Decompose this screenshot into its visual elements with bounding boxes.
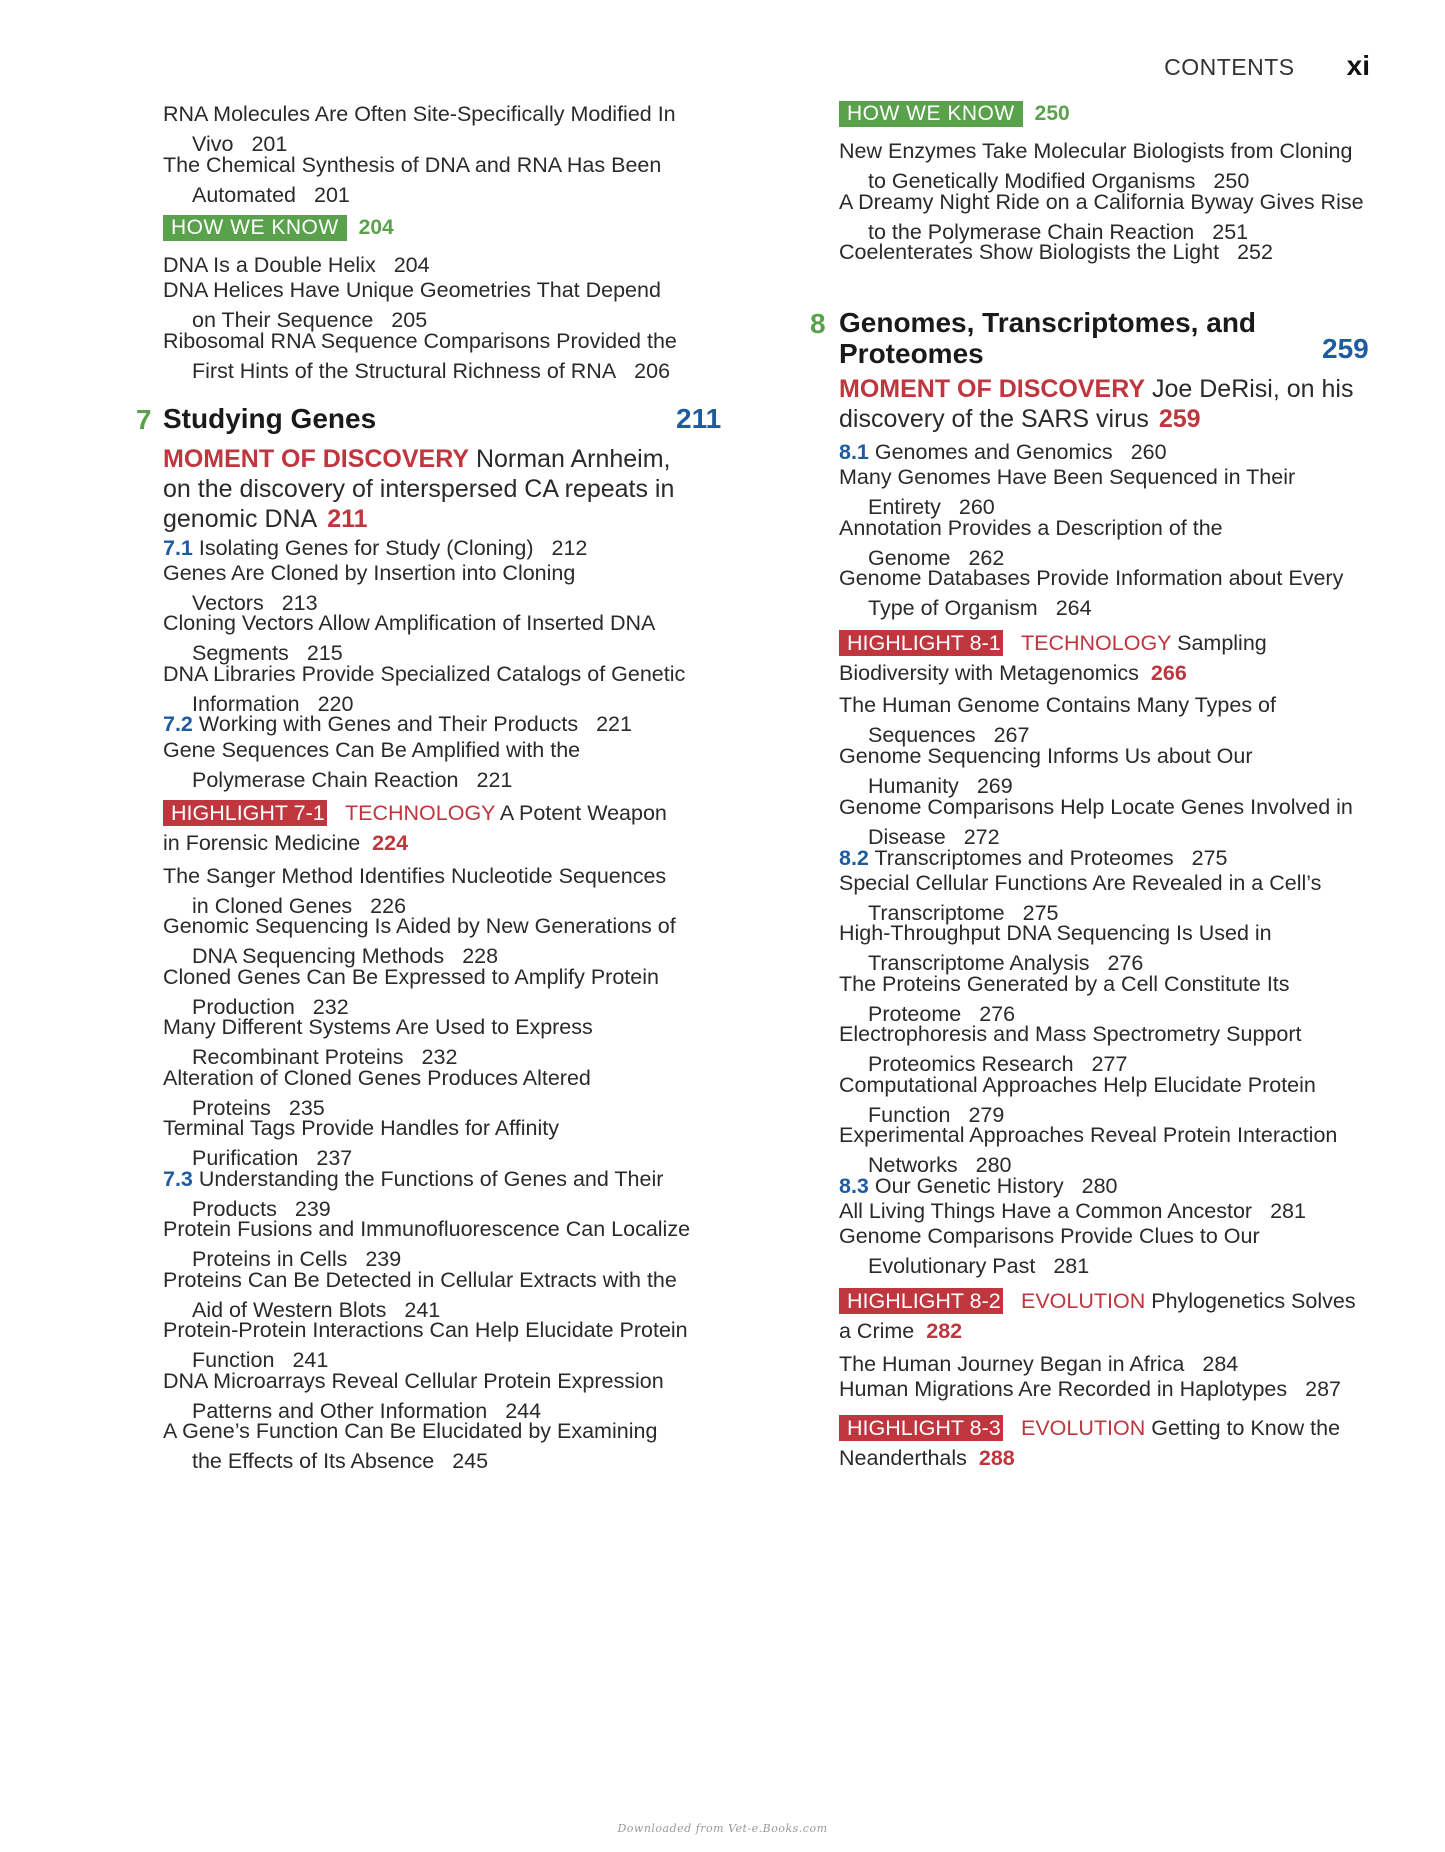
chapter-title[interactable]: Studying Genes xyxy=(163,403,377,434)
page-ref: 221 xyxy=(476,768,513,792)
toc-section[interactable]: 8.1 Genomes and Genomics 260 xyxy=(839,440,1167,464)
how-we-know-tag: HOW WE KNOW xyxy=(163,215,347,241)
page-ref: 276 xyxy=(1107,951,1144,975)
toc-entry[interactable]: Gene Sequences Can Be Amplified with the Polymerase Chain Reaction 221 xyxy=(163,738,581,792)
page-ref: 276 xyxy=(979,1002,1016,1026)
page-ref: 275 xyxy=(1191,846,1228,870)
toc-entry[interactable]: Computational Approaches Help Elucidate Protein Function 279 xyxy=(839,1073,1316,1127)
page-ref: 206 xyxy=(634,359,671,383)
section-number: 7.1 xyxy=(163,536,193,560)
watermark-footer: Downloaded from Vet-e.Books.com xyxy=(617,1822,828,1835)
toc-entry[interactable]: RNA Molecules Are Often Site-Specifically Modified In Vivo 201 xyxy=(163,102,676,156)
toc-entry[interactable]: Annotation Provides a Description of the Genome 262 xyxy=(839,516,1223,570)
page-ref: 221 xyxy=(596,712,632,736)
toc-section[interactable]: 7.1 Isolating Genes for Study (Cloning) 212 xyxy=(163,536,588,560)
page-ref: 266 xyxy=(1150,661,1187,685)
page-ref: 224 xyxy=(372,831,409,855)
toc-entry[interactable]: Alteration of Cloned Genes Produces Altered Proteins 235 xyxy=(163,1066,591,1120)
chapter-number: 8 xyxy=(810,308,826,339)
chapter-page: 259 xyxy=(1322,333,1369,364)
page-ref: 211 xyxy=(327,505,368,533)
toc-entry[interactable]: New Enzymes Take Molecular Biologists from Cloning to Genetically Modified Organisms 250 xyxy=(839,139,1353,193)
page-ref: 284 xyxy=(1202,1352,1239,1376)
toc-entry[interactable]: The Proteins Generated by a Cell Constitute Its Proteome 276 xyxy=(839,972,1290,1026)
page-ref: 205 xyxy=(391,308,428,332)
toc-entry[interactable]: The Sanger Method Identifies Nucleotide Sequences in Cloned Genes 226 xyxy=(163,864,667,918)
page-ref: 245 xyxy=(452,1449,489,1473)
how-we-know-heading[interactable] xyxy=(839,101,1070,127)
highlight-box[interactable]: HIGHLIGHT 7-1 TECHNOLOGY A Potent Weapon in Forensic Medicine 224 xyxy=(163,801,667,855)
section-number: 7.3 xyxy=(163,1167,193,1191)
highlight-category: EVOLUTION xyxy=(1021,1289,1146,1313)
toc-entry[interactable]: A Dreamy Night Ride on a California Byway Gives Rise to the Polymerase Chain Reaction 251 xyxy=(839,190,1364,244)
page-ref: 239 xyxy=(365,1247,402,1271)
toc-entry[interactable]: A Gene’s Function Can Be Elucidated by Examining the Effects of Its Absence 245 xyxy=(163,1419,658,1473)
running-header-title: CONTENTS xyxy=(1164,54,1295,80)
moment-label: MOMENT OF DISCOVERY xyxy=(163,445,470,473)
page-ref: 201 xyxy=(313,183,350,207)
section-number: 8.2 xyxy=(839,846,869,870)
how-we-know-tag: HOW WE KNOW xyxy=(839,101,1023,127)
section-number: 7.2 xyxy=(163,712,193,736)
toc-entry[interactable]: Cloning Vectors Allow Amplification of Inserted DNA Segments 215 xyxy=(163,611,656,665)
toc-entry[interactable]: Protein Fusions and Immunofluorescence Can Localize Proteins in Cells 239 xyxy=(163,1217,691,1271)
page-ref: 260 xyxy=(958,495,995,519)
section-number: 8.3 xyxy=(839,1174,869,1198)
page-ref: 201 xyxy=(251,132,288,156)
chapter-number: 7 xyxy=(136,404,152,435)
page-ref: 251 xyxy=(1212,220,1249,244)
highlight-box[interactable]: HIGHLIGHT 8-1 TECHNOLOGY Sampling Biodiversity with Metagenomics 266 xyxy=(839,631,1267,685)
toc-entry[interactable]: DNA Helices Have Unique Geometries That Depend on Their Sequence 205 xyxy=(163,278,661,332)
page-ref: 282 xyxy=(926,1319,963,1343)
page-ref: 264 xyxy=(1055,596,1092,620)
page-ref: 232 xyxy=(312,995,349,1019)
chapter-title[interactable]: Genomes, Transcriptomes, and Proteomes xyxy=(839,307,1257,369)
page-ref: 237 xyxy=(316,1146,353,1170)
highlight-tag: HIGHLIGHT 8-1 xyxy=(839,630,1003,656)
page-ref: 232 xyxy=(421,1045,458,1069)
toc-section[interactable]: 7.2 Working with Genes and Their Products 221 xyxy=(163,712,632,736)
page-ref: 226 xyxy=(370,894,407,918)
section-number: 8.1 xyxy=(839,440,869,464)
highlight-category: TECHNOLOGY xyxy=(345,801,496,825)
page-ref: 213 xyxy=(281,591,318,615)
toc-section[interactable]: 8.3 Our Genetic History 280 xyxy=(839,1174,1118,1198)
toc-entry[interactable]: Experimental Approaches Reveal Protein Interaction Networks 280 xyxy=(839,1123,1338,1177)
page-ref: 267 xyxy=(993,723,1030,747)
page-ref: 212 xyxy=(551,536,588,560)
highlight-box[interactable]: HIGHLIGHT 8-3 EVOLUTION Getting to Know the Neanderthals 288 xyxy=(839,1416,1341,1470)
toc-entry[interactable]: Human Migrations Are Recorded in Haplotypes 287 xyxy=(839,1377,1342,1401)
page-ref: 280 xyxy=(975,1153,1012,1177)
page-ref: 215 xyxy=(306,641,343,665)
toc-entry[interactable]: Genome Sequencing Informs Us about Our Humanity 269 xyxy=(839,744,1253,798)
toc-entry[interactable]: Many Different Systems Are Used to Express Recombinant Proteins 232 xyxy=(163,1015,593,1069)
page-ref: 277 xyxy=(1091,1052,1128,1076)
page-ref: 287 xyxy=(1305,1377,1342,1401)
toc-entry[interactable]: Protein-Protein Interactions Can Help Elucidate Protein Function 241 xyxy=(163,1318,688,1372)
toc-entry[interactable]: Coelenterates Show Biologists the Light 252 xyxy=(839,240,1273,264)
page-ref: 228 xyxy=(462,944,499,968)
highlight-box[interactable]: HIGHLIGHT 8-2 EVOLUTION Phylogenetics Solves a Crime 282 xyxy=(839,1289,1356,1343)
page-ref: 260 xyxy=(1130,440,1167,464)
page-ref: 259 xyxy=(1158,405,1201,433)
highlight-category: TECHNOLOGY xyxy=(1021,631,1172,655)
toc-entry[interactable]: High-Throughput DNA Sequencing Is Used in Transcriptome Analysis 276 xyxy=(839,921,1272,975)
page-ref: 244 xyxy=(505,1399,542,1423)
toc-entry[interactable]: Cloned Genes Can Be Expressed to Amplify Protein Production 232 xyxy=(163,965,659,1019)
toc-entry[interactable]: Genes Are Cloned by Insertion into Cloning Vectors 213 xyxy=(163,561,576,615)
toc-entry[interactable]: DNA Microarrays Reveal Cellular Protein Expression Patterns and Other Information 244 xyxy=(163,1369,664,1423)
moment-of-discovery[interactable]: MOMENT OF DISCOVERY Norman Arnheim, on the discovery of interspersed CA repeats in genomic DNA 211 xyxy=(163,445,675,533)
toc-entry[interactable]: All Living Things Have a Common Ancestor 281 xyxy=(839,1199,1306,1223)
how-we-know-heading[interactable] xyxy=(163,215,394,241)
toc-entry[interactable]: Genome Comparisons Provide Clues to Our Evolutionary Past 281 xyxy=(839,1224,1260,1278)
toc-entry[interactable]: DNA Libraries Provide Specialized Catalogs of Genetic Information 220 xyxy=(163,662,686,716)
highlight-tag: HIGHLIGHT 8-2 xyxy=(839,1288,1003,1314)
toc-entry[interactable]: Ribosomal RNA Sequence Comparisons Provided the First Hints of the Structural Richness of RNA 206 xyxy=(163,329,677,383)
toc-section[interactable]: 7.3 Understanding the Functions of Genes and Their Products 239 xyxy=(163,1167,664,1221)
page-ref: 272 xyxy=(963,825,1000,849)
toc-entry[interactable]: Special Cellular Functions Are Revealed in a Cell’s Transcriptome 275 xyxy=(839,871,1322,925)
toc-entry[interactable]: Many Genomes Have Been Sequenced in Their Entirety 260 xyxy=(839,465,1296,519)
toc-entry[interactable]: The Human Journey Began in Africa 284 xyxy=(839,1352,1239,1376)
page-ref: 241 xyxy=(404,1298,441,1322)
highlight-category: EVOLUTION xyxy=(1021,1416,1146,1440)
page-ref: 280 xyxy=(1081,1174,1118,1198)
toc-entry[interactable]: Genome Comparisons Help Locate Genes Involved in Disease 272 xyxy=(839,795,1353,849)
highlight-tag: HIGHLIGHT 7-1 xyxy=(163,800,327,826)
toc-entry[interactable]: Genomic Sequencing Is Aided by New Generations of DNA Sequencing Methods 228 xyxy=(163,914,676,968)
page-ref: 241 xyxy=(292,1348,329,1372)
toc-entry[interactable]: Electrophoresis and Mass Spectrometry Support Proteomics Research 277 xyxy=(839,1022,1302,1076)
chapter-page: 211 xyxy=(676,403,722,434)
page-ref: 235 xyxy=(288,1096,325,1120)
page-ref: 269 xyxy=(976,774,1013,798)
moment-label: MOMENT OF DISCOVERY xyxy=(839,375,1146,403)
toc-section[interactable]: 8.2 Transcriptomes and Proteomes 275 xyxy=(839,846,1228,870)
page-ref: 250 xyxy=(1213,169,1250,193)
toc-entry[interactable]: The Human Genome Contains Many Types of Sequences 267 xyxy=(839,693,1276,747)
page-ref: 281 xyxy=(1053,1254,1090,1278)
page-number: xi xyxy=(1346,50,1370,81)
toc-entry[interactable]: DNA Is a Double Helix 204 xyxy=(163,253,430,277)
page-ref: 262 xyxy=(968,546,1005,570)
page-ref: 220 xyxy=(317,692,354,716)
page-ref: 204 xyxy=(393,253,430,277)
page-ref: 239 xyxy=(294,1197,331,1221)
page-ref: 288 xyxy=(978,1446,1015,1470)
toc-entry[interactable]: Terminal Tags Provide Handles for Affinity Purification 237 xyxy=(163,1116,559,1170)
page-ref: 252 xyxy=(1237,240,1273,264)
page-ref: 204 xyxy=(358,216,394,239)
page-ref: 250 xyxy=(1034,102,1070,125)
running-header xyxy=(1164,50,1370,82)
page-ref: 281 xyxy=(1270,1199,1306,1223)
toc-entry[interactable]: The Chemical Synthesis of DNA and RNA Has Been Automated 201 xyxy=(163,153,662,207)
toc-entry[interactable]: Proteins Can Be Detected in Cellular Extracts with the Aid of Western Blots 241 xyxy=(163,1268,677,1322)
toc-entry[interactable]: Genome Databases Provide Information about Every Type of Organism 264 xyxy=(839,566,1344,620)
page-ref: 275 xyxy=(1022,901,1059,925)
moment-of-discovery[interactable]: MOMENT OF DISCOVERY Joe DeRisi, on his discovery of the SARS virus 259 xyxy=(839,375,1354,433)
page-ref: 279 xyxy=(968,1103,1005,1127)
highlight-tag: HIGHLIGHT 8-3 xyxy=(839,1415,1003,1441)
